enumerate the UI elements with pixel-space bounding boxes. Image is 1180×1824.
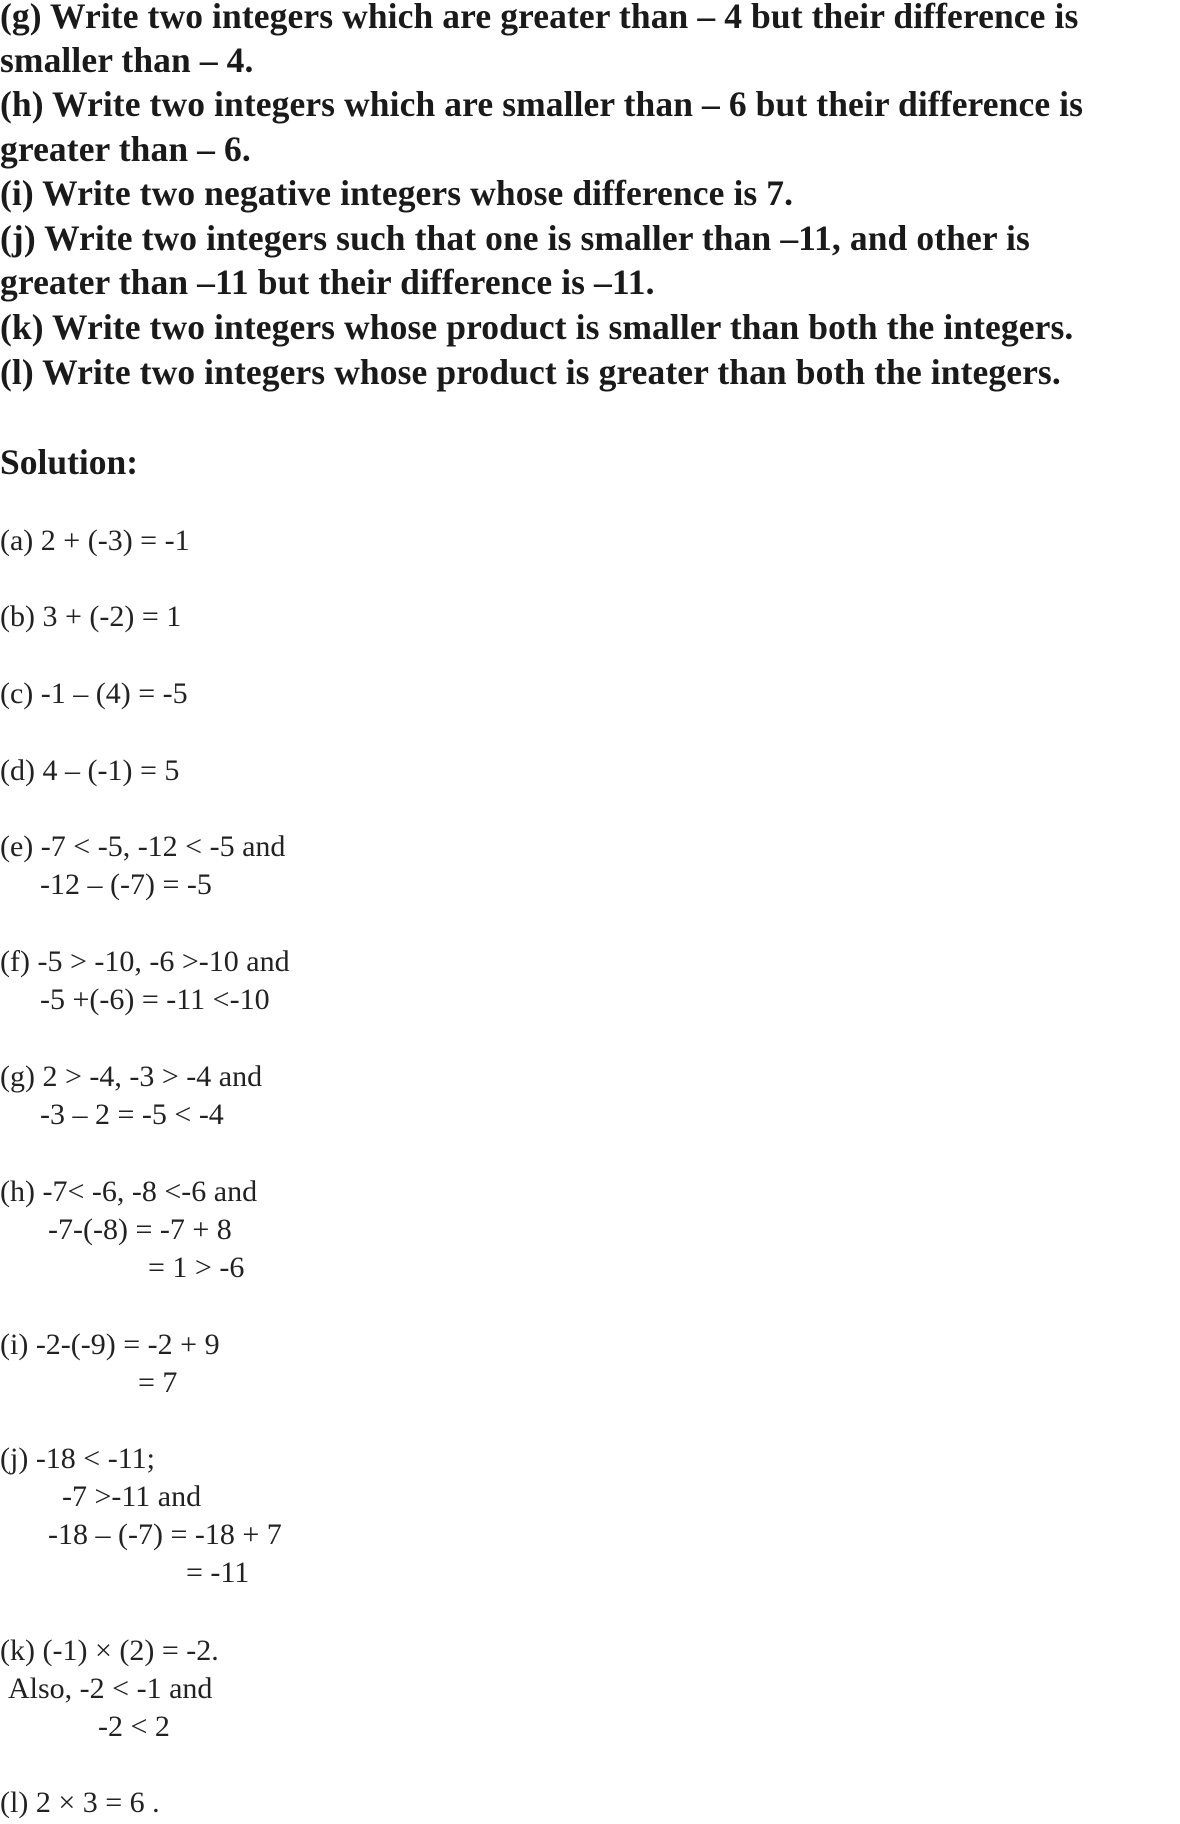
solution-c: (c) -1 – (4) = -5 bbox=[0, 677, 188, 710]
solution-f-line-2: -5 +(-6) = -11 <-10 bbox=[40, 983, 270, 1016]
solution-k-line-3: -2 < 2 bbox=[98, 1710, 170, 1743]
question-l: (l) Write two integers whose product is greater than both the integers. bbox=[0, 352, 1061, 392]
solution-i-line-1: (i) -2-(-9) = -2 + 9 bbox=[0, 1328, 220, 1361]
question-i: (i) Write two negative integers whose difference is 7. bbox=[0, 173, 794, 213]
solution-d: (d) 4 – (-1) = 5 bbox=[0, 754, 180, 787]
solution-k-line-1: (k) (-1) × (2) = -2. bbox=[0, 1634, 219, 1667]
solution-l: (l) 2 × 3 = 6 . bbox=[0, 1786, 160, 1819]
solution-h-line-1: (h) -7< -6, -8 <-6 and bbox=[0, 1175, 258, 1208]
question-h-line-2: greater than – 6. bbox=[0, 129, 251, 169]
solution-j-line-1: (j) -18 < -11; bbox=[0, 1442, 155, 1475]
solution-h-line-2: -7-(-8) = -7 + 8 bbox=[48, 1213, 232, 1246]
solution-j-line-4: = -11 bbox=[186, 1556, 250, 1589]
question-g-line-1: (g) Write two integers which are greater than – 4 but their difference is bbox=[0, 0, 1079, 36]
solution-i-line-2: = 7 bbox=[138, 1366, 178, 1399]
solution-j-line-3: -18 – (-7) = -18 + 7 bbox=[48, 1518, 282, 1551]
question-g-line-2: smaller than – 4. bbox=[0, 40, 254, 80]
solution-e-line-1: (e) -7 < -5, -12 < -5 and bbox=[0, 830, 286, 863]
solution-a: (a) 2 + (-3) = -1 bbox=[0, 524, 190, 557]
question-j-line-1: (j) Write two integers such that one is smaller than –11, and other is bbox=[0, 218, 1030, 258]
question-j-line-2: greater than –11 but their difference is –11. bbox=[0, 262, 655, 302]
solution-b: (b) 3 + (-2) = 1 bbox=[0, 600, 182, 633]
question-k: (k) Write two integers whose product is smaller than both the integers. bbox=[0, 307, 1074, 347]
question-h-line-1: (h) Write two integers which are smaller than – 6 but their difference is bbox=[0, 84, 1084, 124]
solution-heading: Solution: bbox=[0, 442, 139, 482]
solution-k-line-2: Also, -2 < -1 and bbox=[8, 1672, 213, 1705]
solution-f-line-1: (f) -5 > -10, -6 >-10 and bbox=[0, 945, 290, 978]
solution-g-line-1: (g) 2 > -4, -3 > -4 and bbox=[0, 1060, 263, 1093]
solution-h-line-3: = 1 > -6 bbox=[148, 1251, 245, 1284]
solution-g-line-2: -3 – 2 = -5 < -4 bbox=[40, 1098, 224, 1131]
solution-e-line-2: -12 – (-7) = -5 bbox=[40, 868, 212, 901]
solution-j-line-2: -7 >-11 and bbox=[62, 1480, 202, 1513]
